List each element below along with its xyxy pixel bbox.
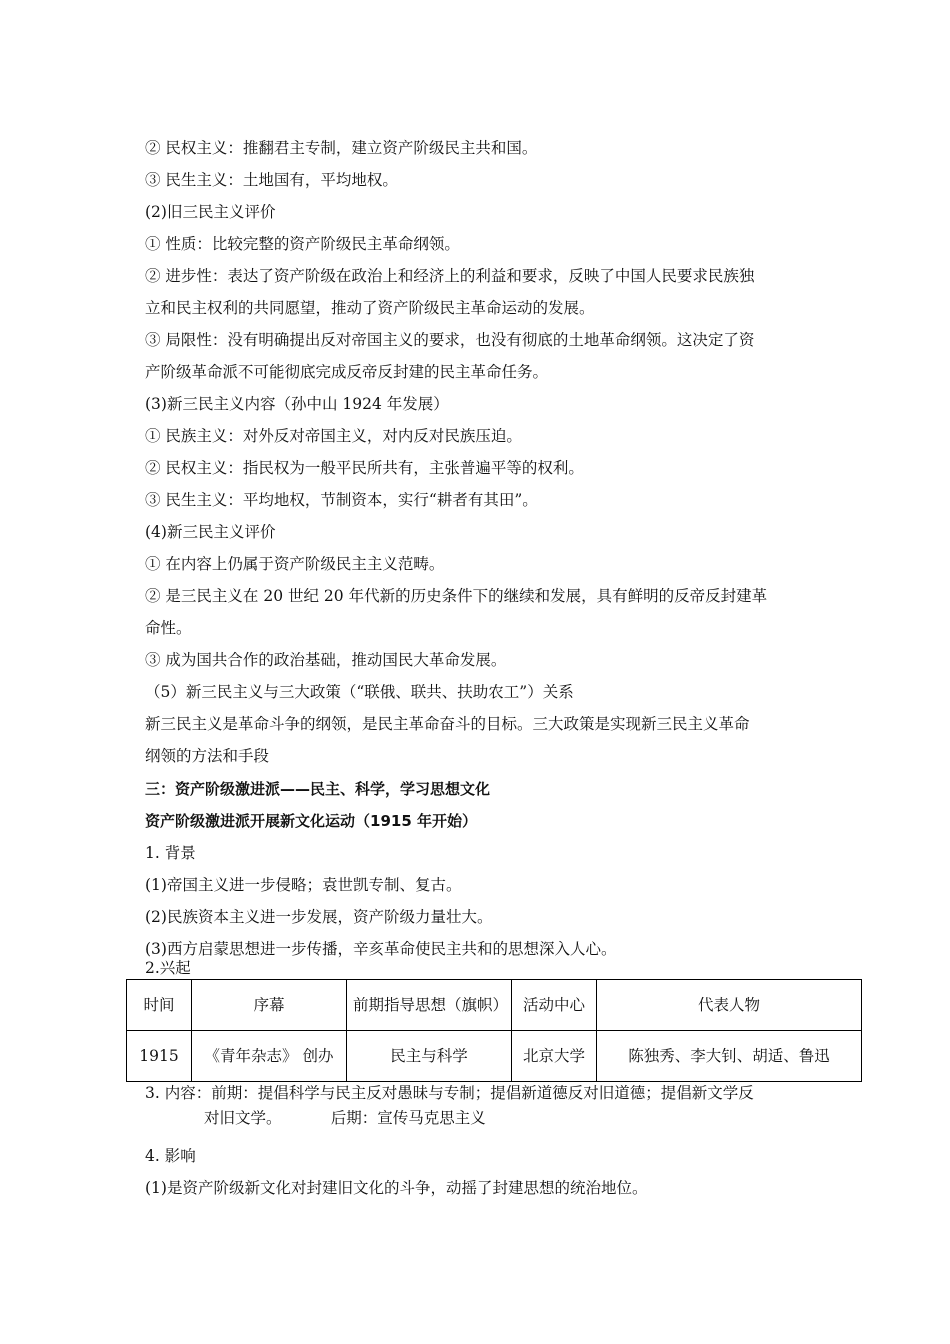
table-cell: 陈独秀、李大钊、胡适、鲁迅 <box>597 1031 862 1082</box>
text-line: (1)是资产阶级新文化对封建旧文化的斗争，动摇了封建思想的统治地位。 <box>145 1179 648 1197</box>
table-cell: 民主与科学 <box>347 1031 512 1082</box>
text-line: 2.兴起 <box>145 959 191 977</box>
text-line: 3. 内容：前期：提倡科学与民主反对愚昧与专制；提倡新道德反对旧道德；提倡新文学反 <box>145 1084 754 1102</box>
text-line: ③ 民生主义：平均地权，节制资本，实行“耕者有其田”。 <box>145 491 538 509</box>
info-table <box>126 979 862 1082</box>
table-header-cell: 序幕 <box>192 980 347 1031</box>
text-line: (3)西方启蒙思想进一步传播，辛亥革命使民主共和的思想深入人心。 <box>145 940 617 958</box>
table-row <box>127 1031 862 1082</box>
text-line: (2)旧三民主义评价 <box>145 203 276 221</box>
text-line: (4)新三民主义评价 <box>145 523 276 541</box>
text-line: ② 民权主义：指民权为一般平民所共有，主张普遍平等的权利。 <box>145 459 584 477</box>
text-line: ① 性质：比较完整的资产阶级民主革命纲领。 <box>145 235 460 253</box>
section-heading: 三：资产阶级激进派——民主、科学，学习思想文化 <box>145 780 491 798</box>
text-line: 对旧文学。 后期：宣传马克思主义 <box>204 1109 486 1127</box>
text-line: 新三民主义是革命斗争的纲领，是民主革命奋斗的目标。三大政策是实现新三民主义革命 <box>145 715 750 733</box>
table-header-cell: 代表人物 <box>597 980 862 1031</box>
text-line: 1. 背景 <box>145 844 196 862</box>
text-line: ③ 民生主义：土地国有，平均地权。 <box>145 171 398 189</box>
section-subheading: 资产阶级激进派开展新文化运动（1915 年开始） <box>145 812 477 830</box>
table-cell: 1915 <box>127 1031 192 1082</box>
table-header-cell: 时间 <box>127 980 192 1031</box>
text-line: (3)新三民主义内容（孙中山 1924 年发展） <box>145 395 449 413</box>
table-cell: 《青年杂志》 创办 <box>192 1031 347 1082</box>
text-line: ② 进步性：表达了资产阶级在政治上和经济上的利益和要求，反映了中国人民要求民族独 <box>145 267 755 285</box>
text-line: 产阶级革命派不可能彻底完成反帝反封建的民主革命任务。 <box>145 363 549 381</box>
text-line: ① 民族主义：对外反对帝国主义，对内反对民族压迫。 <box>145 427 522 445</box>
table-header-row <box>127 980 862 1031</box>
table-header-cell: 前期指导思想（旗帜） <box>347 980 512 1031</box>
text-line: ② 是三民主义在 20 世纪 20 年代新的历史条件下的继续和发展，具有鲜明的反帝反封建革 <box>145 587 768 605</box>
text-line: 立和民主权利的共同愿望，推动了资产阶级民主革命运动的发展。 <box>145 299 595 317</box>
text-line: (2)民族资本主义进一步发展，资产阶级力量壮大。 <box>145 908 493 926</box>
table-cell: 北京大学 <box>512 1031 597 1082</box>
text-line: ③ 成为国共合作的政治基础，推动国民大革命发展。 <box>145 651 507 669</box>
table-header-cell: 活动中心 <box>512 980 597 1031</box>
text-line: ③ 局限性：没有明确提出反对帝国主义的要求，也没有彻底的土地革命纲领。这决定了资 <box>145 331 755 349</box>
text-line: 纲领的方法和手段 <box>145 747 270 765</box>
text-line: ② 民权主义：推翻君主专制，建立资产阶级民主共和国。 <box>145 139 538 157</box>
text-line: 命性。 <box>145 619 192 637</box>
text-line: （5）新三民主义与三大政策（“联俄、联共、扶助农工”）关系 <box>145 683 574 701</box>
text-line: ① 在内容上仍属于资产阶级民主主义范畴。 <box>145 555 445 573</box>
text-line: (1)帝国主义进一步侵略；袁世凯专制、复古。 <box>145 876 462 894</box>
text-line: 4. 影响 <box>145 1147 196 1165</box>
